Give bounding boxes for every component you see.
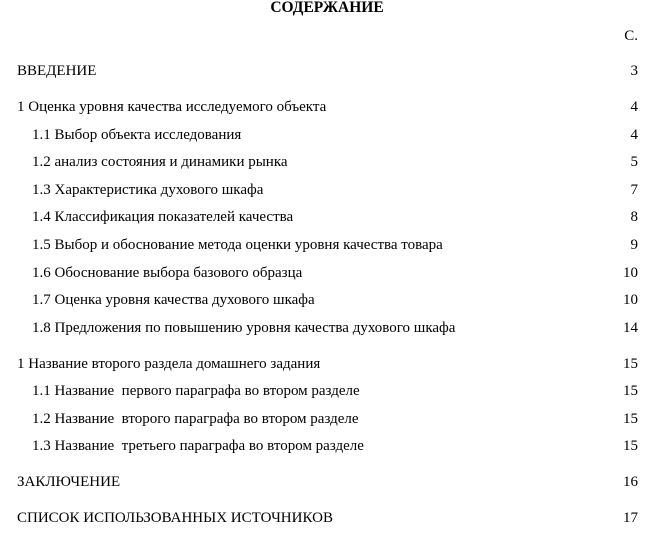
toc-entry-section-2 (0, 354, 654, 374)
toc-entry-1-7 (0, 290, 654, 310)
toc-entry-text: 1 Оценка уровня качества исследуемого объекта (17, 99, 327, 115)
toc-entry-section-1 (0, 97, 654, 117)
toc-entry-page: 14 (623, 320, 638, 336)
toc-entry-page: 7 (630, 182, 638, 198)
toc-entry-text: ВВЕДЕНИЕ (17, 63, 97, 79)
toc-entry-text: СПИСОК ИСПОЛЬЗОВАННЫХ ИСТОЧНИКОВ (17, 510, 333, 526)
toc-entry-page: 15 (623, 438, 638, 454)
toc-entry-page: 10 (623, 292, 638, 308)
toc-entry-page: 17 (623, 510, 638, 526)
toc-entry-text: 1.1 Выбор объекта исследования (32, 127, 242, 143)
toc-entry-text: 1.5 Выбор и обоснование метода оценки уровня качества товара (32, 237, 443, 253)
toc-entry-text: 1.7 Оценка уровня качества духового шкафа (32, 292, 315, 308)
toc-entry-references (0, 508, 654, 528)
toc-entry-1-3 (0, 180, 654, 200)
toc-entry-1-4 (0, 207, 654, 227)
toc-entry-1-2 (0, 152, 654, 172)
toc-entry-1-6 (0, 263, 654, 283)
toc-entry-2-3 (0, 436, 654, 456)
toc-entry-text: 1.3 Название третьего параграфа во втором разделе (32, 438, 364, 454)
toc-entry-page: 4 (630, 127, 638, 143)
toc-entry-page: 15 (623, 411, 638, 427)
toc-entry-text: 1.4 Классификация показателей качества (32, 209, 294, 225)
page-column-header: С. (624, 28, 638, 44)
toc-entry-conclusion (0, 472, 654, 492)
toc-entry-text: 1.6 Обоснование выбора базового образца (32, 265, 303, 281)
toc-entry-text: 1.3 Характеристика духового шкафа (32, 182, 264, 198)
toc-entry-text: 1.2 Название второго параграфа во втором разделе (32, 411, 359, 427)
toc-entry-2-1 (0, 381, 654, 401)
toc-entry-2-2 (0, 409, 654, 429)
toc-entry-1-5 (0, 235, 654, 255)
toc-entry-text: ЗАКЛЮЧЕНИЕ (17, 474, 121, 490)
toc-entry-page: 10 (623, 265, 638, 281)
document-title: СОДЕРЖАНИЕ (270, 0, 384, 16)
toc-entry-page: 8 (630, 209, 638, 225)
toc-entry-page: 15 (623, 356, 638, 372)
toc-entry-page: 4 (630, 99, 638, 115)
toc-entry-1-1 (0, 125, 654, 145)
toc-entry-page: 16 (623, 474, 638, 490)
toc-entry-text: 1.8 Предложения по повышению уровня качества духового шкафа (32, 320, 456, 336)
toc-entry-page: 3 (630, 63, 638, 79)
toc-entry-text: 1.2 анализ состояния и динамики рынка (32, 154, 288, 170)
toc-entry-page: 15 (623, 383, 638, 399)
toc-entry-text: 1 Название второго раздела домашнего задания (17, 356, 321, 372)
toc-entry-1-8 (0, 318, 654, 338)
toc-entry-introduction (0, 61, 654, 81)
toc-entry-page: 5 (630, 154, 638, 170)
toc-entry-text: 1.1 Название первого параграфа во втором разделе (32, 383, 360, 399)
toc-entry-page: 9 (630, 237, 638, 253)
